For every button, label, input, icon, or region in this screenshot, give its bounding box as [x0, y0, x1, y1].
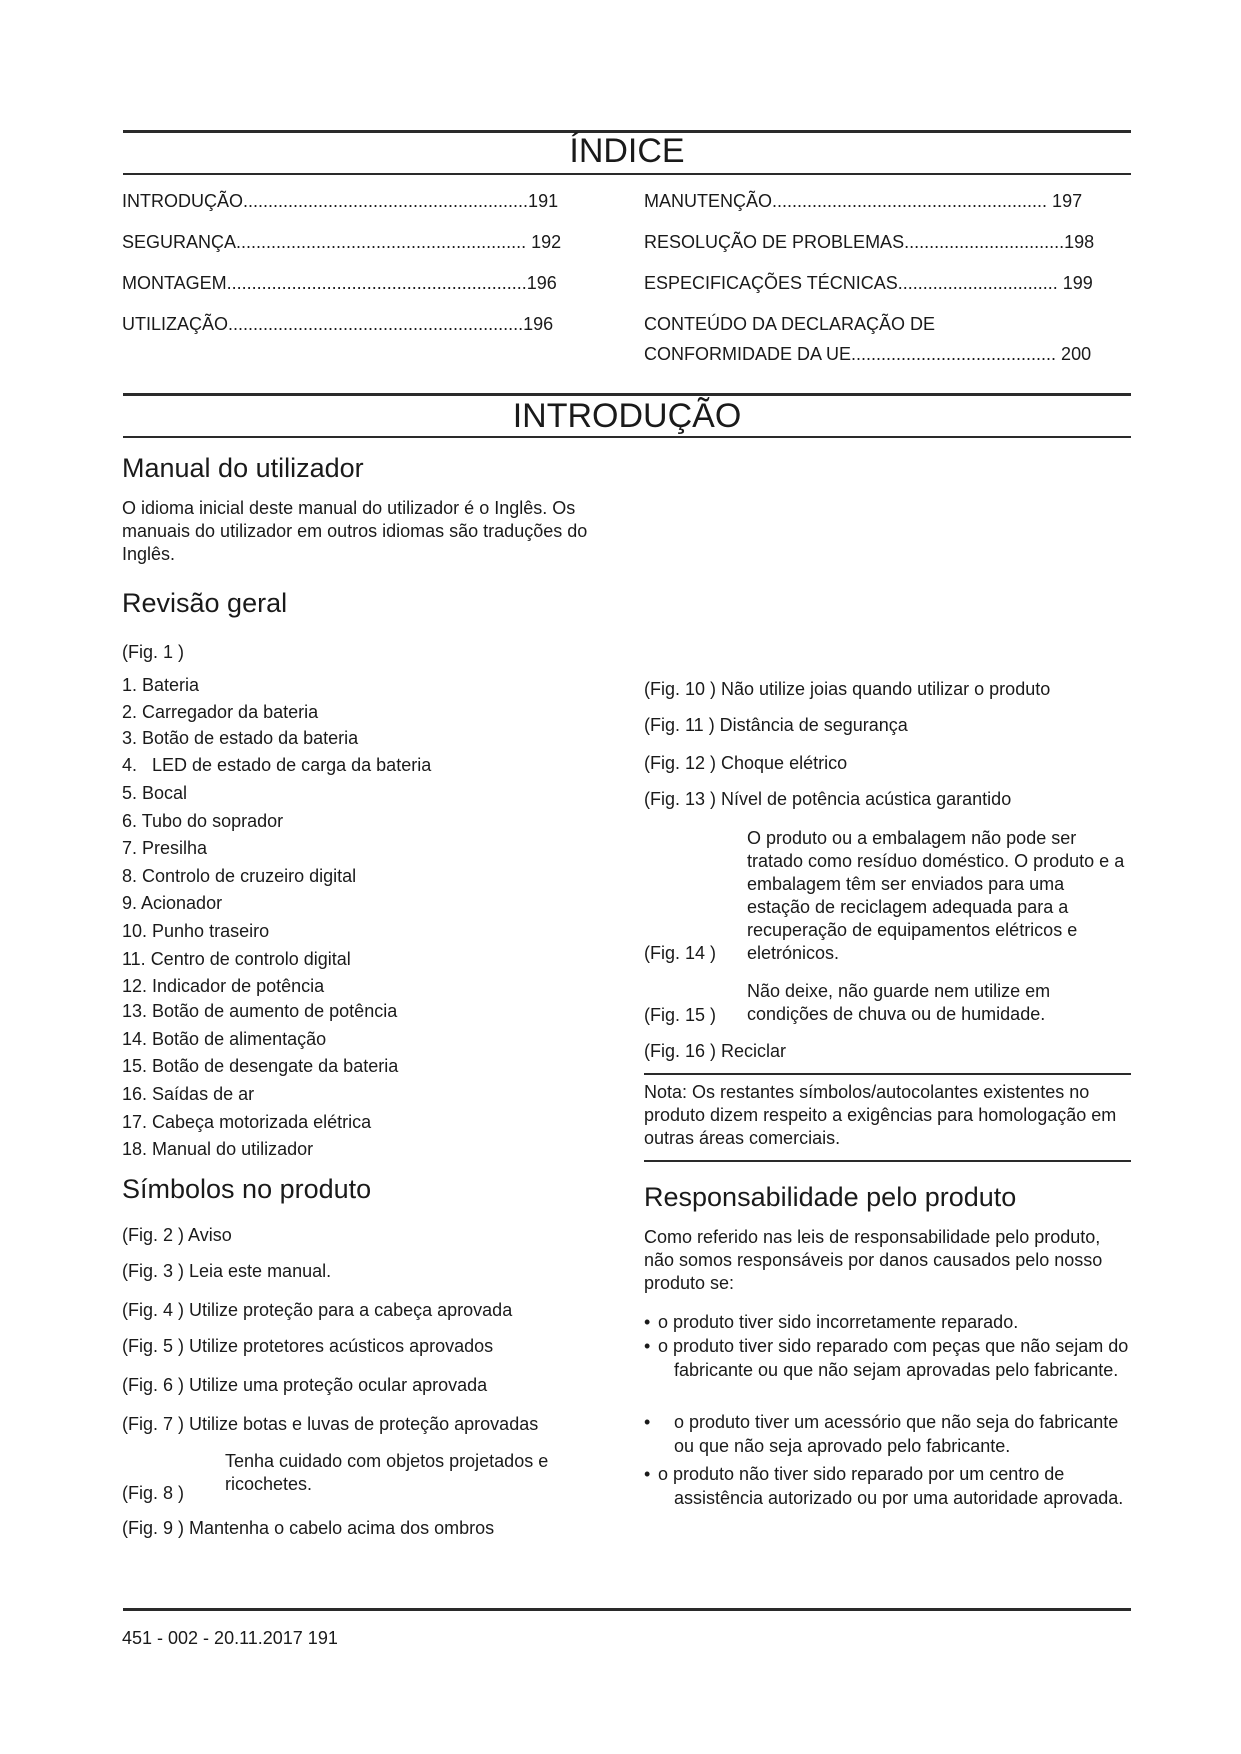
list-item: • o produto tiver sido reparado com peças que não sejam do fabricante ou que não sejam aprovadas pelo fabricante.: [644, 1336, 1129, 1380]
list-item: 14. Botão de alimentação: [122, 1029, 327, 1049]
symbol-fig-10: (Fig. 10 ) Não utilize joias quando utilizar o produto: [644, 679, 1051, 699]
list-item: 8. Controlo de cruzeiro digital: [122, 866, 357, 886]
symbol-fig-2: (Fig. 2 ) Aviso: [122, 1225, 232, 1245]
symbol-fig-16: (Fig. 16 ) Reciclar: [644, 1041, 787, 1061]
symbol-fig-15-text: Não deixe, não guarde nem utilize em condições de chuva ou de humidade.: [747, 981, 1051, 1024]
liability-heading: Responsabilidade pelo produto: [644, 1182, 1017, 1212]
symbol-fig-15-label: (Fig. 15 ): [644, 1005, 717, 1025]
toc-entry-declaracao-line1[interactable]: CONTEÚDO DA DECLARAÇÃO DE: [644, 314, 936, 334]
list-item: 18. Manual do utilizador: [122, 1139, 314, 1159]
bullet-icon: •: [644, 1464, 651, 1484]
list-item: 16. Saídas de ar: [122, 1084, 255, 1104]
symbol-fig-14-label: (Fig. 14 ): [644, 943, 717, 963]
nota-block: [644, 1081, 1131, 1150]
symbols-heading: Símbolos no produto: [122, 1174, 372, 1204]
toc-entry-manutencao[interactable]: MANUTENÇÃO....................................................... 197: [644, 191, 1083, 211]
toc-entry-declaracao-line2[interactable]: CONFORMIDADE DA UE......................................... 200: [644, 344, 1092, 364]
index-bottom-rule: [123, 173, 1131, 175]
list-item: 6. Tubo do soprador: [122, 811, 284, 831]
intro-bottom-rule: [123, 436, 1131, 438]
toc-entry-seguranca[interactable]: SEGURANÇA.......................................................... 192: [122, 232, 562, 252]
symbol-fig-11: (Fig. 11 ) Distância de segurança: [644, 715, 908, 735]
symbol-fig-14-text: O produto ou a embalagem não pode ser tratado como resíduo doméstico. O produto e a embalagem têm ser enviados para uma estação de reciclagem adequada para a recuperação de equipamentos elétricos e eletrónicos.: [747, 828, 1125, 963]
list-item: • o produto não tiver sido reparado por um centro de assistência autorizado ou por uma autoridade aprovada.: [644, 1464, 1124, 1508]
list-item: • o produto tiver um acessório que não seja do fabricante ou que não seja aprovado pelo fabricante.: [644, 1412, 1119, 1456]
liability-text: Como referido nas leis de responsabilidade pelo produto, não somos responsáveis por danos causados pelo nosso produto se:: [644, 1227, 1103, 1293]
symbol-fig-6: (Fig. 6 ) Utilize uma proteção ocular aprovada: [122, 1375, 488, 1395]
toc-entry-resolucao[interactable]: RESOLUÇÃO DE PROBLEMAS................................198: [644, 232, 1095, 252]
list-item: 15. Botão de desengate da bateria: [122, 1056, 399, 1076]
list-item: 7. Presilha: [122, 838, 208, 858]
list-item: 9. Acionador: [122, 893, 223, 913]
nota-top-rule: [644, 1073, 1131, 1075]
footer-rule: [123, 1608, 1131, 1611]
list-item: 2. Carregador da bateria: [122, 702, 319, 722]
symbol-fig-4: (Fig. 4 ) Utilize proteção para a cabeça aprovada: [122, 1300, 513, 1320]
toc-entry-introducao[interactable]: INTRODUÇÃO.........................................................191: [122, 191, 559, 211]
symbol-fig-13: (Fig. 13 ) Nível de potência acústica garantido: [644, 789, 1012, 809]
list-item: 11. Centro de controlo digital: [122, 949, 351, 969]
symbol-fig-3: (Fig. 3 ) Leia este manual.: [122, 1261, 332, 1281]
symbol-fig-5: (Fig. 5 ) Utilize protetores acústicos aprovados: [122, 1336, 494, 1356]
list-item: 4. LED de estado de carga da bateria: [122, 755, 432, 775]
bullet-icon: •: [644, 1312, 651, 1332]
list-item: 1. Bateria: [122, 675, 200, 695]
manual-text: O idioma inicial deste manual do utilizador é o Inglês. Os manuais do utilizador em outros idiomas são traduções do Inglês.: [122, 498, 588, 564]
index-title: ÍNDICE: [569, 132, 685, 170]
overview-fig-ref: (Fig. 1 ): [122, 642, 185, 662]
symbol-fig-8-label: (Fig. 8 ): [122, 1483, 185, 1503]
list-item: 12. Indicador de potência: [122, 976, 325, 996]
nota-label: Nota:: [644, 1082, 688, 1102]
toc-entry-especificacoes[interactable]: ESPECIFICAÇÕES TÉCNICAS................................ 199: [644, 273, 1093, 293]
symbol-fig-8-text: Tenha cuidado com objetos projetados e ricochetes.: [225, 1451, 549, 1494]
nota-text: Os restantes símbolos/autocolantes existentes no produto dizem respeito a exigências para homologação em outras áreas comerciais.: [644, 1082, 1117, 1148]
manual-heading: Manual do utilizador: [122, 453, 364, 483]
toc-entry-montagem[interactable]: MONTAGEM............................................................196: [122, 273, 557, 293]
list-item: 17. Cabeça motorizada elétrica: [122, 1112, 372, 1132]
symbol-fig-12: (Fig. 12 ) Choque elétrico: [644, 753, 848, 773]
list-item: 3. Botão de estado da bateria: [122, 728, 359, 748]
list-item: 5. Bocal: [122, 783, 188, 803]
overview-heading: Revisão geral: [122, 588, 288, 618]
list-item: 10. Punho traseiro: [122, 921, 270, 941]
list-item: 13. Botão de aumento de potência: [122, 1001, 398, 1021]
bullet-icon: •: [644, 1336, 651, 1356]
toc-entry-utilizacao[interactable]: UTILIZAÇÃO...........................................................196: [122, 314, 554, 334]
nota-bottom-rule: [644, 1160, 1131, 1162]
intro-title: INTRODUÇÃO: [512, 397, 742, 435]
bullet-icon: •: [644, 1412, 651, 1432]
footer-text: 451 - 002 - 20.11.2017 191: [122, 1628, 338, 1648]
symbol-fig-9: (Fig. 9 ) Mantenha o cabelo acima dos ombros: [122, 1518, 495, 1538]
symbol-fig-7: (Fig. 7 ) Utilize botas e luvas de proteção aprovadas: [122, 1414, 539, 1434]
list-item: • o produto tiver sido incorretamente reparado.: [644, 1312, 1019, 1332]
